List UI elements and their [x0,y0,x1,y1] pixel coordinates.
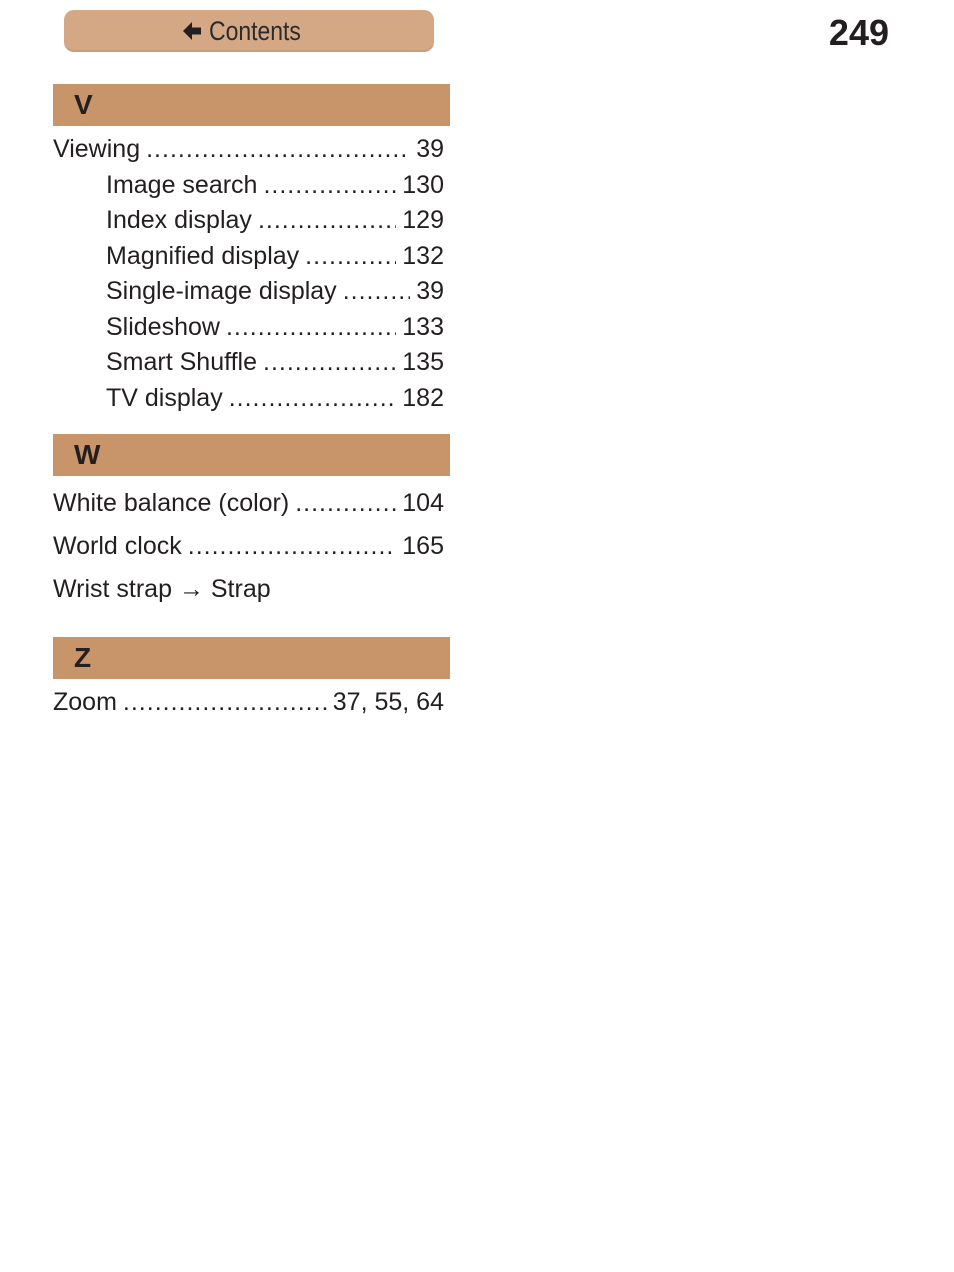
dot-leader [343,274,411,310]
dot-leader [263,168,396,204]
section-spacer [53,416,450,434]
index-page-ref[interactable]: 133 [402,312,444,341]
dot-leader [226,310,396,346]
index-term: Index display [106,206,252,234]
page-number: 249 [828,12,889,53]
index-page-ref[interactable]: 39 [416,277,444,305]
section-header-v: V [53,84,450,126]
index-subentry[interactable] [53,274,450,310]
index-subentry[interactable] [53,168,450,204]
index-term: Wrist strap → Strap [53,575,271,603]
index-subentry[interactable] [53,310,450,346]
index-column [53,84,450,721]
index-subentry[interactable] [53,203,450,239]
index-page-ref[interactable]: 129 [402,206,444,234]
index-page-ref[interactable]: 132 [402,241,444,270]
index-term: Slideshow [106,312,220,341]
contents-button-label: Contents [208,15,301,46]
dot-leader [123,685,327,721]
index-entry[interactable] [53,132,450,168]
index-page-ref[interactable]: 182 [402,383,444,412]
index-term: World clock [53,532,182,560]
index-term: Smart Shuffle [106,348,258,376]
index-term: TV display [106,383,223,412]
section-spacer [53,611,450,637]
index-term: Image search [106,170,258,199]
index-term: Single-image display [106,277,337,305]
index-subentry[interactable] [53,345,450,381]
dot-leader [305,239,396,275]
index-term: Viewing [53,135,141,163]
index-entry[interactable] [53,525,450,568]
section-header-w: W [53,434,450,476]
section-entries-v [53,126,450,416]
contents-button[interactable] [64,10,434,52]
index-entry[interactable] [53,685,450,721]
index-page-ref[interactable]: 37, 55, 64 [332,688,444,716]
section-entries-w [53,476,450,611]
dot-leader [229,381,397,417]
dot-leader [258,203,396,239]
dot-leader [295,482,396,525]
arrow-left-icon [181,20,203,42]
dot-leader [263,345,396,381]
index-page-ref[interactable]: 135 [402,348,444,376]
index-term: Zoom [53,688,117,716]
index-subentry[interactable] [53,381,450,417]
index-subentry[interactable] [53,239,450,275]
dot-leader [146,132,410,168]
index-page-ref[interactable]: 39 [416,135,444,163]
index-entry[interactable] [53,482,450,525]
index-page-ref[interactable]: 130 [402,170,444,199]
index-term: White balance (color) [53,489,290,517]
index-page-ref[interactable]: 104 [402,489,444,517]
index-term: Magnified display [106,241,300,270]
section-header-z: Z [53,637,450,679]
section-entries-z [53,679,450,721]
dot-leader [188,525,397,568]
index-entry-cross-reference[interactable] [53,568,450,611]
index-page-ref[interactable]: 165 [402,532,444,560]
